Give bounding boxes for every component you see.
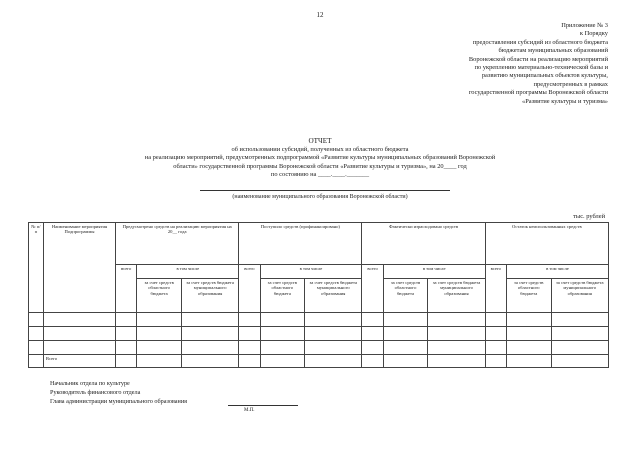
signature-finance-head: Руководитель финансового отдела [50, 388, 141, 396]
appendix-header [348, 22, 608, 106]
header-municipal-budget: за счет средств бюджета муниципального образования [181, 279, 238, 313]
header-total: всего [239, 265, 260, 313]
appendix-line: Воронежской области на реализацию мероприятий [468, 55, 608, 63]
total-row-label: Всего [43, 355, 115, 368]
appendix-line: предоставления субсидий из областного бюджета [472, 38, 608, 46]
signature-admin-head: Глава администрации муниципального образования [50, 397, 188, 405]
appendix-line: «Развитие культуры и туризма» [522, 97, 608, 105]
appendix-line: Приложение № 3 [561, 22, 608, 29]
header-received: Поступило средств (профинансировано) [239, 223, 362, 265]
table-row [29, 341, 609, 355]
header-municipal-budget: за счет средств бюджета муниципального образования [551, 279, 608, 313]
header-regional-budget: за счет средств областного бюджета [506, 279, 551, 313]
header-remainder: Остаток неиспользованных средств [485, 223, 608, 265]
report-table [28, 222, 609, 368]
header-including: в том числе [506, 265, 608, 279]
signature-line [228, 405, 298, 406]
header-municipal-budget: за счет средств бюджета муниципального образования [428, 279, 485, 313]
total-row [29, 355, 609, 368]
header-total: всего [116, 265, 137, 313]
org-name-line [200, 190, 450, 191]
appendix-line: развитию муниципальных объектов культуры, [481, 72, 608, 80]
appendix-line: предусмотренных в рамках [533, 80, 608, 88]
units-label: тыс. рублей [573, 213, 605, 220]
appendix-line: по укреплению материально-технической базы и [474, 64, 608, 72]
report-subtitle-line: об использовании субсидий, полученных из областного бюджета [231, 145, 409, 153]
header-including: в том числе [383, 265, 485, 279]
signature-block [50, 380, 187, 406]
table-row [29, 327, 609, 341]
header-number: № п/п [29, 223, 44, 313]
header-total: всего [485, 265, 506, 313]
appendix-line: бюджетам муниципальных образований [498, 47, 608, 55]
page-number: 12 [316, 11, 324, 19]
header-municipal-budget: за счет средств бюджета муниципального образования [305, 279, 362, 313]
header-regional-budget: за счет средств областного бюджета [260, 279, 305, 313]
header-event-name: Наименование мероприятия Подпрограммы [43, 223, 115, 313]
appendix-line: государственной программы Воронежской области [468, 89, 608, 97]
header-regional-budget: за счет средств областного бюджета [383, 279, 428, 313]
report-date-line: по состоянию на ____.____._______ [270, 171, 370, 179]
table-row [29, 313, 609, 327]
org-name-caption: (наименование муниципального образования Воронежской области) [232, 194, 408, 200]
signature-culture-head: Начальник отдела по культуре [50, 380, 130, 387]
report-subtitle-line: на реализацию мероприятий, предусмотренных подпрограммой «Развитие культуры муниципальных образований Воронежской [144, 154, 496, 162]
report-subtitle-line: области» государственной программы Воронежской области «Развитие культуры и туризма», на 20____ год [173, 162, 467, 170]
header-including: в том числе [137, 265, 239, 279]
report-title: ОТЧЕТ [308, 137, 332, 145]
report-title-block [80, 137, 560, 180]
header-regional-budget: за счет средств областного бюджета [137, 279, 182, 313]
header-planned: Предусмотрено средств на реализацию мероприятия на 20__ года [116, 223, 239, 265]
header-spent: Фактически израсходовано средств [362, 223, 485, 265]
header-total: всего [362, 265, 383, 313]
stamp-place-label: М.П. [244, 408, 255, 413]
header-including: в том числе [260, 265, 362, 279]
appendix-line: к Порядку [579, 30, 608, 38]
